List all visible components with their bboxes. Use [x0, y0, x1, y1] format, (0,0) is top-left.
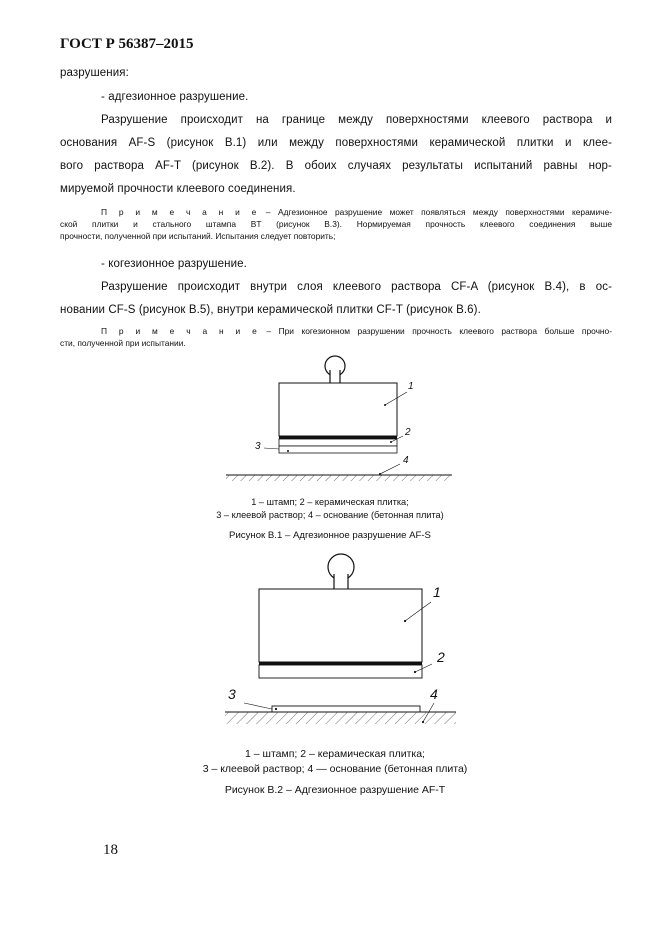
note-1-label: П р и м е ч а н и е: [101, 207, 259, 217]
fig1-label-4: 4: [403, 455, 409, 466]
paragraph-1-line-1: Разрушение происходит на границе между поверхностями клеевого раствора и: [101, 114, 612, 126]
note-2-text: – При когезионном разрушении прочность клеевого раствора больше прочно-: [266, 326, 613, 336]
figure-2-caption-line-2: 3 – клеевой раствор; 4 — основание (бетонная плита): [202, 763, 468, 775]
fig2-label-2: 2: [437, 649, 445, 665]
figure-1-title: Рисунок B.1 – Адгезионное разрушение AF-S: [229, 530, 431, 541]
ceramic-tile-2: [259, 665, 422, 678]
paragraph-2-line-2: новании CF-S (рисунок B.5), внутри керамической плитки CF-T (рисунок B.6).: [60, 304, 481, 316]
figure-1-caption-line-1: 1 – штамп; 2 – керамическая плитка;: [251, 497, 409, 507]
stamp-block-2: [259, 589, 422, 662]
document-header: ГОСТ Р 56387–2015: [60, 36, 194, 52]
stamp-block: [279, 383, 397, 436]
adhesive-mortar-2: [272, 706, 420, 712]
paragraph-1-line-4: мируемой прочности клеевого соединения.: [60, 183, 296, 195]
note-1-line-2: ской плитки и стального штампа BT (рисунок B.3). Нормируемая прочность клеевого соединения выше: [60, 219, 612, 229]
fig2-label-3: 3: [228, 686, 236, 702]
fig2-label-1: 1: [433, 584, 441, 600]
item-cohesive: - когезионное разрушение.: [101, 258, 247, 270]
note-2-label: П р и м е ч а н и е: [101, 326, 259, 336]
paragraph-1-line-3: вого раствора AF-T (рисунок B.2). В обоих случаях результаты испытаний равны нор-: [60, 160, 612, 172]
figure-1-caption-line-2: 3 – клеевой раствор; 4 – основание (бетонная плита): [216, 510, 444, 520]
adhesive-mortar: [279, 446, 397, 453]
fig2-label-4: 4: [430, 686, 438, 702]
paragraph-2-line-1: Разрушение происходит внутри слоя клеевого раствора CF-A (рисунок B.4), в ос-: [101, 281, 612, 293]
ceramic-tile: [279, 439, 397, 446]
item-adhesive: - адгезионное разрушение.: [101, 91, 249, 103]
adhesive-layer: [279, 436, 397, 439]
intro-line: разрушения:: [60, 67, 129, 79]
tile-top-line-2: [259, 662, 422, 665]
fig1-label-1: 1: [408, 381, 414, 392]
stamp-handle: [325, 356, 345, 383]
paragraph-1-line-2: основания AF-S (рисунок B.1) или между поверхностями керамической плитки и клее-: [60, 137, 612, 149]
base-hatch-2: [225, 712, 456, 724]
page-number: 18: [103, 842, 118, 858]
stamp-handle-2: [328, 554, 354, 589]
base-hatch: [226, 475, 452, 481]
figure-2-caption-line-1: 1 – штамп; 2 – керамическая плитка;: [245, 748, 425, 760]
note-2-line-2: сти, полученной при испытании.: [60, 338, 186, 348]
figure-2-title: Рисунок B.2 – Адгезионное разрушение AF-T: [224, 784, 446, 796]
note-1-text: – Адгезионное разрушение может появляться между поверхностями керамиче-: [265, 207, 612, 217]
fig1-label-2: 2: [405, 427, 411, 438]
note-1-line-3: прочности, полученной при испытаний. Испытания следует повторить;: [60, 231, 336, 241]
fig1-label-3: 3: [255, 441, 261, 452]
